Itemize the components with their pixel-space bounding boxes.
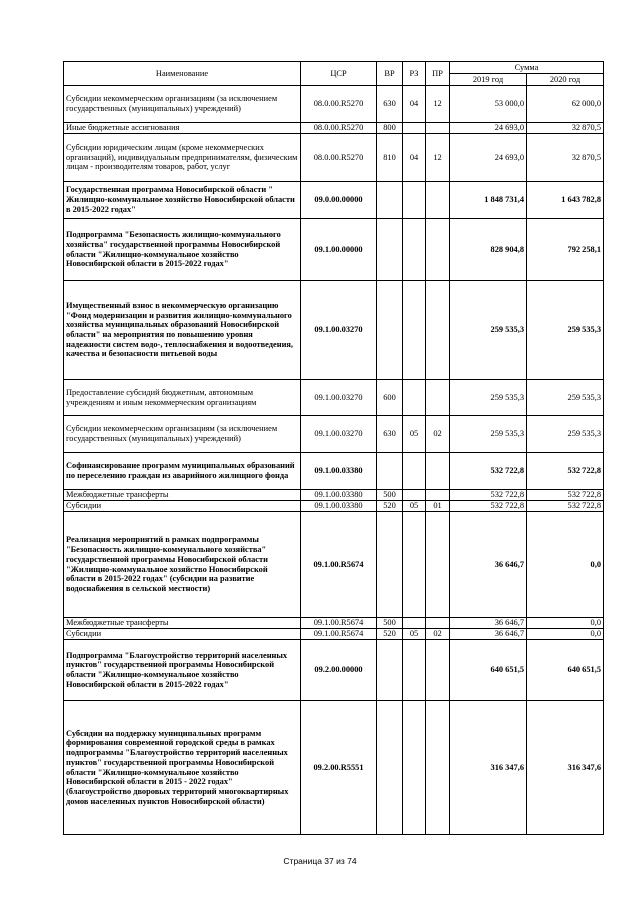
table-row [64,501,604,512]
row-2020: 532 722,8 [527,490,604,501]
table-row [64,629,604,640]
header-year-2019: 2019 год [450,74,527,86]
row-2019: 828 904,8 [450,219,527,281]
row-vr: 520 [377,629,403,640]
table-row [64,416,604,453]
row-vr [377,701,403,835]
row-rz [403,123,426,134]
row-vr [377,640,403,701]
header-name: Наименование [64,62,301,86]
row-2020: 32 870,5 [527,123,604,134]
row-name: Субсидии некоммерческим организациям (за исключением государственных (муниципальных) учреждений) [64,86,301,123]
row-2020: 1 643 782,8 [527,182,604,219]
row-pr [426,453,450,490]
row-pr: 12 [426,86,450,123]
row-name: Субсидии некоммерческим организациям (за исключением государственных (муниципальных) учреждений) [64,416,301,453]
row-rz: 04 [403,86,426,123]
row-rz [403,618,426,629]
row-name: Подпрограмма "Безопасность жилищно-коммунального хозяйства" государственной программы Новосибирской области "Жилищно-коммунальное хозяйство Новосибирской области в 2015-2022 годах" [64,219,301,281]
header-pr: ПР [426,62,450,86]
table-row [64,134,604,182]
row-pr: 02 [426,416,450,453]
row-name: Субсидии юридическим лицам (кроме некоммерческих организаций), индивидуальным предпринимателям, физическим лицам - производителям товаров, работ, услуг [64,134,301,182]
row-csr: 09.1.00.03270 [301,416,377,453]
table-header [64,62,604,86]
row-2019: 53 000,0 [450,86,527,123]
table-body [64,86,604,835]
row-2019: 640 651,5 [450,640,527,701]
row-rz [403,640,426,701]
header-year-2020: 2020 год [527,74,604,86]
row-2019: 259 535,3 [450,380,527,416]
header-vr: ВР [377,62,403,86]
row-csr: 09.1.00.03380 [301,453,377,490]
row-2019: 532 722,8 [450,501,527,512]
row-2020: 0,0 [527,629,604,640]
row-vr: 500 [377,490,403,501]
row-2019: 24 693,0 [450,123,527,134]
row-csr: 09.2.00.R5551 [301,701,377,835]
row-2020: 532 722,8 [527,453,604,490]
row-pr [426,380,450,416]
row-2019: 1 848 731,4 [450,182,527,219]
table-row [64,86,604,123]
row-name: Предоставление субсидий бюджетным, автономным учреждениям и иным некоммерческим организациям [64,380,301,416]
row-name: Государственная программа Новосибирской области " Жилищно-коммунальное хозяйство Новосибирской области в 2015-2022 годах" [64,182,301,219]
header-csr: ЦСР [301,62,377,86]
row-pr [426,123,450,134]
row-csr: 09.1.00.R5674 [301,618,377,629]
row-rz [403,380,426,416]
row-2019: 24 693,0 [450,134,527,182]
row-vr [377,182,403,219]
row-vr [377,219,403,281]
row-pr: 12 [426,134,450,182]
row-vr: 630 [377,416,403,453]
row-2020: 259 535,3 [527,281,604,380]
table-row [64,640,604,701]
row-2020: 640 651,5 [527,640,604,701]
row-2019: 36 646,7 [450,629,527,640]
table-row [64,618,604,629]
row-name: Субсидии [64,501,301,512]
row-pr: 02 [426,629,450,640]
row-rz [403,701,426,835]
row-pr [426,281,450,380]
row-vr [377,453,403,490]
row-pr [426,182,450,219]
row-name: Субсидии [64,629,301,640]
row-2020: 0,0 [527,618,604,629]
row-pr: 01 [426,501,450,512]
row-rz: 05 [403,501,426,512]
row-2019: 259 535,3 [450,281,527,380]
row-vr [377,512,403,618]
row-name: Межбюджетные трансферты [64,490,301,501]
row-vr: 630 [377,86,403,123]
row-2020: 32 870,5 [527,134,604,182]
row-2020: 259 535,3 [527,416,604,453]
row-csr: 09.1.00.00000 [301,219,377,281]
row-name: Имущественный взнос в некоммерческую организацию "Фонд модернизации и развития жилищно-коммунального хозяйства муниципальных образований Новосибирской области" на мероприятия по повышению уровня надежности систем водо-, теплоснабжения и водоотведения, качества и безопасности питьевой воды [64,281,301,380]
row-csr: 08.0.00.R5270 [301,123,377,134]
row-pr [426,512,450,618]
page-footer: Страница 37 из 74 [283,856,357,866]
row-2020: 0,0 [527,512,604,618]
row-rz [403,453,426,490]
table-row [64,219,604,281]
row-name: Софинансирование программ муниципальных образований по переселению граждан из аварийного жилищного фонда [64,453,301,490]
row-csr: 09.1.00.R5674 [301,512,377,618]
row-csr: 09.1.00.R5674 [301,629,377,640]
budget-table [63,61,604,835]
row-rz: 05 [403,629,426,640]
table-row [64,182,604,219]
row-name: Реализация мероприятий в рамках подпрограммы "Безопасность жилищно-коммунального хозяйства" государственной программы Новосибирской области "Жилищно-коммунальное хозяйство Новосибирской области в 2015-2022 годах" (субсидии на развитие водоснабжения в сельской местности) [64,512,301,618]
row-2019: 316 347,6 [450,701,527,835]
row-csr: 09.1.00.03380 [301,490,377,501]
row-2020: 62 000,0 [527,86,604,123]
row-csr: 08.0.00.R5270 [301,86,377,123]
table-row [64,453,604,490]
row-vr: 500 [377,618,403,629]
row-rz [403,512,426,618]
row-vr: 520 [377,501,403,512]
row-vr [377,281,403,380]
table-row [64,281,604,380]
row-rz: 04 [403,134,426,182]
row-pr [426,640,450,701]
row-2019: 532 722,8 [450,490,527,501]
row-2019: 36 646,7 [450,618,527,629]
row-name: Межбюджетные трансферты [64,618,301,629]
row-vr: 810 [377,134,403,182]
row-rz [403,490,426,501]
row-vr: 800 [377,123,403,134]
row-rz [403,182,426,219]
row-csr: 09.0.00.00000 [301,182,377,219]
row-rz: 05 [403,416,426,453]
header-sum: Сумма [450,62,604,74]
row-pr [426,219,450,281]
row-csr: 09.2.00.00000 [301,640,377,701]
row-csr: 09.1.00.03380 [301,501,377,512]
row-2020: 259 535,3 [527,380,604,416]
row-2019: 532 722,8 [450,453,527,490]
table-row [64,490,604,501]
row-csr: 09.1.00.03270 [301,380,377,416]
row-2019: 259 535,3 [450,416,527,453]
row-rz [403,281,426,380]
row-pr [426,618,450,629]
row-2020: 316 347,6 [527,701,604,835]
row-pr [426,490,450,501]
row-rz [403,219,426,281]
row-2020: 792 258,1 [527,219,604,281]
row-name: Иные бюджетные ассигнования [64,123,301,134]
table-row [64,380,604,416]
row-2020: 532 722,8 [527,501,604,512]
row-pr [426,701,450,835]
table-row [64,701,604,835]
row-name: Субсидии на поддержку муниципальных программ формирования современной городской среды в рамках подпрограммы "Благоустройство территорий населенных пунктов" государственной программы Новосибирской области "Жилищно-коммунальное хозяйство Новосибирской области в 2015 - 2022 годах" (благоустройство дворовых территорий многоквартирных домов населенных пунктов Новосибирской области) [64,701,301,835]
row-vr: 600 [377,380,403,416]
row-2019: 36 646,7 [450,512,527,618]
header-rz: РЗ [403,62,426,86]
row-name: Подпрограмма "Благоустройство территорий населенных пунктов" государственной программы Новосибирской области "Жилищно-коммунальное хозяйство Новосибирской области в 2015-2022 годах" [64,640,301,701]
row-csr: 09.1.00.03270 [301,281,377,380]
row-csr: 08.0.00.R5270 [301,134,377,182]
table-row [64,123,604,134]
table-row [64,512,604,618]
